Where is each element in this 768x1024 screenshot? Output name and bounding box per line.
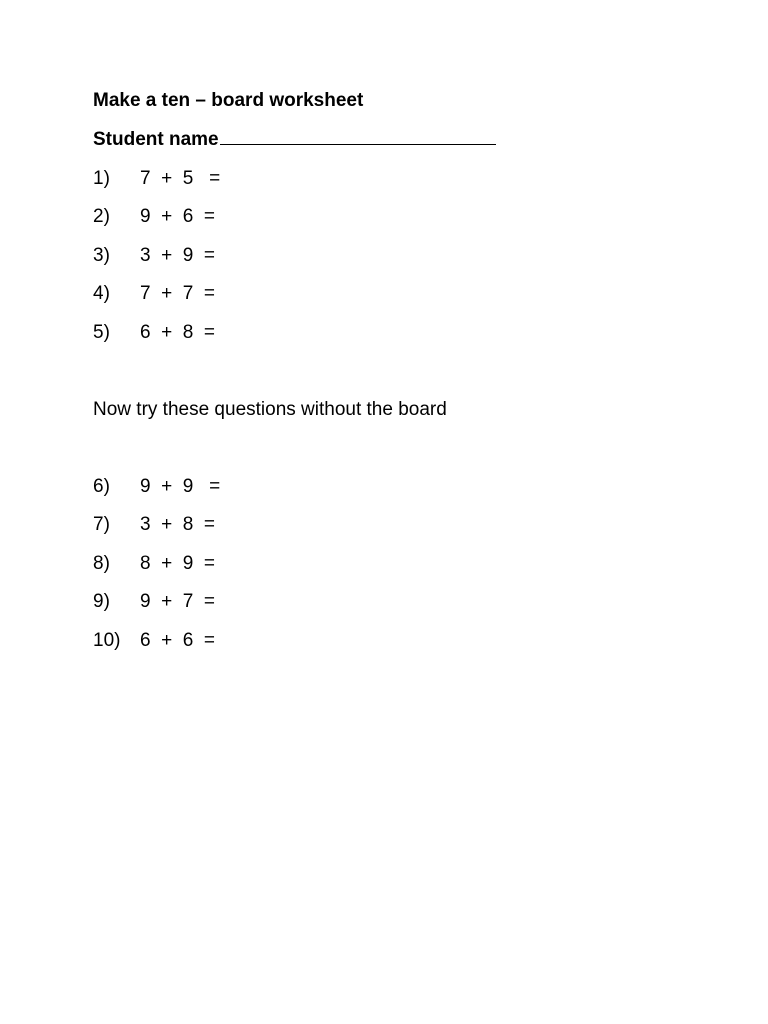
student-name-blank <box>220 128 496 145</box>
question-number: 2) <box>93 206 110 227</box>
student-name-label: Student name <box>93 129 219 150</box>
question-number: 3) <box>93 245 110 266</box>
instruction-text: Now try these questions without the board <box>93 399 447 420</box>
question-expression: 7 + 7 = <box>140 283 215 304</box>
question-number: 1) <box>93 168 110 189</box>
question-expression: 3 + 8 = <box>140 514 215 535</box>
question-expression: 9 + 9 = <box>140 476 221 497</box>
worksheet-title: Make a ten – board worksheet <box>93 90 364 111</box>
student-name-row <box>93 128 496 152</box>
question-number: 5) <box>93 322 110 343</box>
question-expression: 6 + 6 = <box>140 630 215 651</box>
question-expression: 6 + 8 = <box>140 322 215 343</box>
question-number: 7) <box>93 514 110 535</box>
question-number: 9) <box>93 591 110 612</box>
question-expression: 3 + 9 = <box>140 245 215 266</box>
question-expression: 9 + 6 = <box>140 206 215 227</box>
question-10 <box>93 629 215 725</box>
question-expression: 8 + 9 = <box>140 553 215 574</box>
question-expression: 7 + 5 = <box>140 168 221 189</box>
question-number: 10) <box>93 630 121 651</box>
question-expression: 9 + 7 = <box>140 591 215 612</box>
question-number: 8) <box>93 553 110 574</box>
question-number: 6) <box>93 476 110 497</box>
question-number: 4) <box>93 283 110 304</box>
